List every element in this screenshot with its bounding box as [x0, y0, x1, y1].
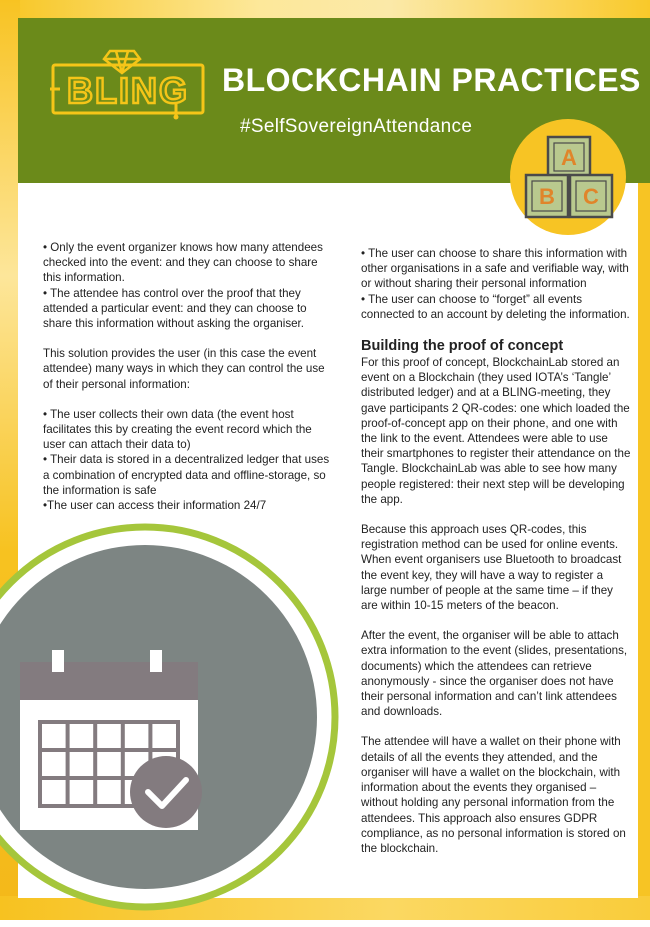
- right-column: [361, 246, 631, 871]
- bling-logo: [50, 45, 210, 125]
- abc-blocks-icon: [508, 117, 628, 242]
- right-yellow-band: [636, 150, 650, 920]
- block-letter-b: B: [539, 184, 555, 209]
- bullet-attendee-proof: • The attendee has control over the proof that they attended a particular event: and they can choose to share this information without asking the organiser.: [43, 286, 307, 331]
- bullet-access-24-7: •The user can access their information 24/7: [43, 499, 267, 513]
- bullet-share-info: • The user can choose to share this information with other organisations in a safe and verifiable way, with or without sharing their personal information: [361, 247, 629, 291]
- block-letter-c: C: [583, 184, 599, 209]
- block-letter-a: A: [561, 145, 577, 170]
- paragraph-proof-of-concept: For this proof of concept, BlockchainLab stored an event on a Blockchain (they used IOTA’s ‘Tangle’ distributed ledger) and at a BLING-meeting, they gave participants 2 QR-codes: one which loaded the proof-of-concept app on their phone, and one with the link to the event. Attendees were able to use their smartphones to register their attendance on the Tangle. BlockchainLab was able to see how many people registered: their next step will be developing the app.: [361, 356, 631, 506]
- page-title: BLOCKCHAIN PRACTICES: [222, 62, 641, 98]
- bullet-forget-events: • The user can choose to “forget” all events connected to an account by deleting the information.: [361, 292, 630, 321]
- paragraph-wallet: The attendee will have a wallet on their phone with details of all the events they attended, and the organiser will have a wallet on the blockchain, with information about the events they organised – without holding any personal information from the attendees. This approach also ensures GDPR compliance, as no personal information is stored on the blockchain.: [361, 735, 626, 855]
- paragraph-qr-codes: Because this approach uses QR-codes, this registration method can be used for online events. When event organisers use Bluetooth to broadcast the event key, they will have a way to register a large number of people at the same time – if they are within 10-15 meters of the beacon.: [361, 523, 622, 613]
- section-heading: Building the proof of concept: [361, 338, 564, 355]
- logo-text: BLING: [67, 70, 189, 111]
- bullet-organizer-count: • Only the event organizer knows how many attendees checked into the event: and they can choose to share this information.: [43, 241, 323, 285]
- hashtag: #SelfSovereignAttendance: [240, 116, 473, 137]
- calendar-illustration: [0, 522, 370, 927]
- bullet-decentralized-ledger: • Their data is stored in a decentralized ledger that uses a combination of encrypted data and offline-storage, so the information is safe: [43, 453, 330, 497]
- bullet-collect-data: • The user collects their own data (the event host facilitates this by creating the event record which the user can attach their data to): [43, 407, 312, 452]
- paragraph-after-event: After the event, the organiser will be able to attach extra information to the event (slides, presentations, documents) which the attendees can retrieve anonymously - since the organiser does not have their personal information and can’t link attendees and downloads.: [361, 629, 628, 719]
- left-column: [43, 240, 333, 513]
- intro-paragraph: This solution provides the user (in this case the event attendee) many ways in which they can control the use of their personal information:: [43, 347, 325, 391]
- checkmark-icon: [130, 756, 202, 828]
